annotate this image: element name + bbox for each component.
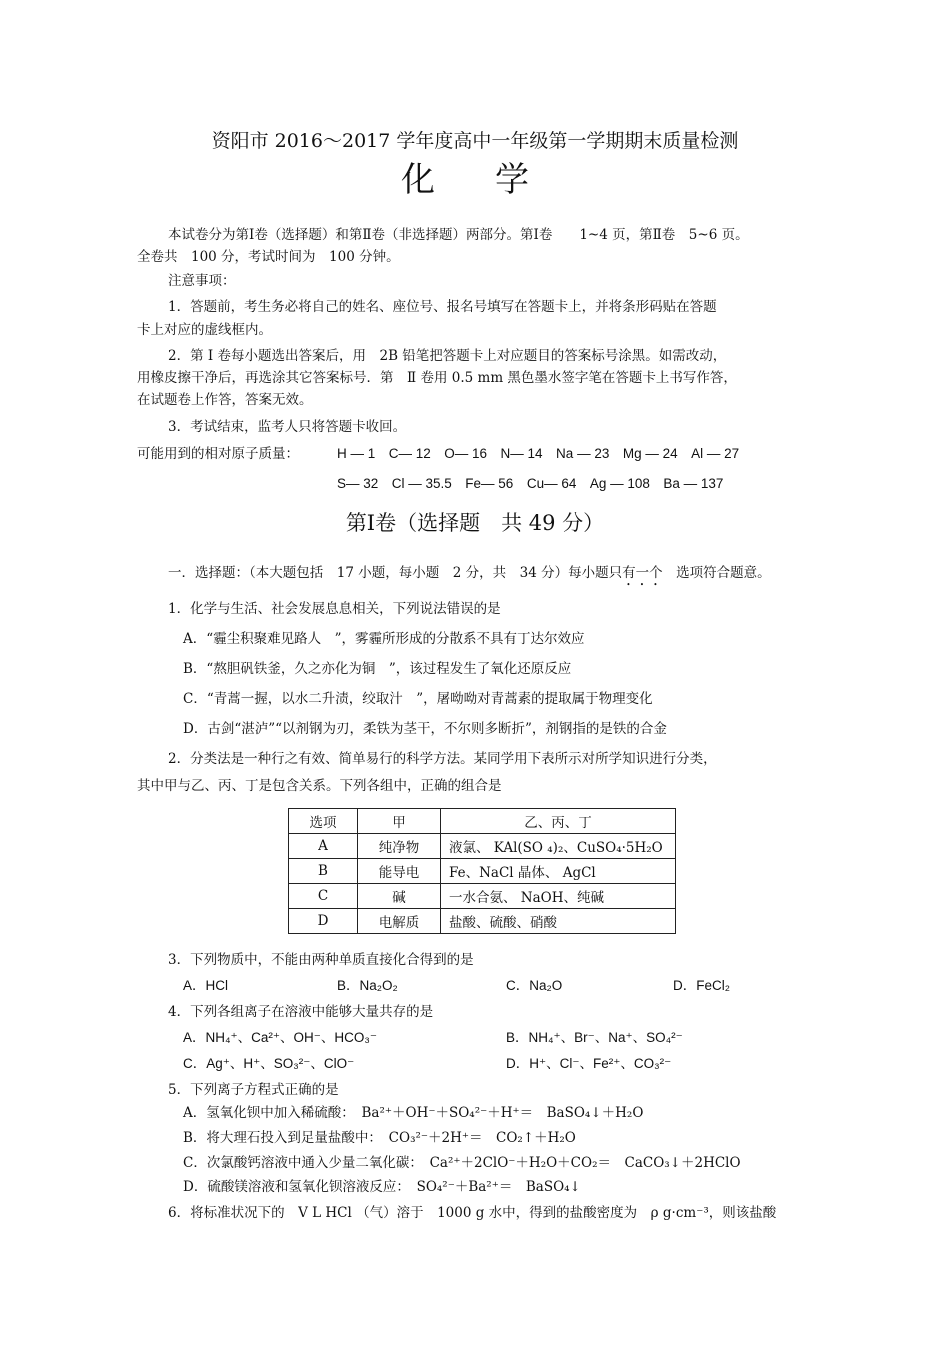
table-header-cell: 选项	[289, 809, 358, 834]
q4-option-d: D．H⁺、Cl⁻、Fe²⁺、CO₃²⁻	[506, 1056, 672, 1071]
table-header-cell: 乙、丙、丁	[441, 809, 676, 834]
table-cell: D	[289, 909, 358, 934]
q3-option-a: A．HCl	[183, 978, 229, 993]
table-header-cell: 甲	[358, 809, 441, 834]
q3-option-d: D．FeCl₂	[673, 978, 730, 993]
q3-option-c: C．Na₂O	[506, 978, 563, 993]
table-row	[289, 884, 676, 909]
notice-2a: 2．第 Ⅰ 卷每小题选出答案后，用 2B 铅笔把答题卡上对应题目的答案标号涂黑。如需改动，	[168, 348, 727, 364]
table-cell: 电解质	[358, 909, 441, 934]
q1-option-b: B．“熬胆矾铁釜，久之亦化为铜 ”，该过程发生了氧化还原反应	[183, 661, 572, 677]
q2-stem-a: 2．分类法是一种行之有效、简单易行的科学方法。某同学用下表所示对所学知识进行分类，	[168, 751, 717, 767]
notice-2b: 用橡皮擦干净后，再选涂其它答案标号．第 Ⅱ 卷用 0.5 mm 黑色墨水签字笔在答题卡上书写作答，	[137, 370, 737, 386]
table-header-row	[289, 809, 676, 834]
table-row	[289, 834, 676, 859]
section-1-instructions	[168, 564, 771, 589]
table-row	[289, 859, 676, 884]
q6-stem: 6．将标准状况下的 V L HCl （气）溶于 1000 g 水中，得到的盐酸密度为 ρ g·cm⁻³，则该盐酸	[168, 1205, 777, 1221]
table-cell: 盐酸、硫酸、硝酸	[441, 909, 676, 934]
q5-option-a: A．氢氧化钡中加入稀硫酸： Ba²⁺＋OH⁻＋SO₄²⁻＋H⁺＝ BaSO₄↓＋H₂O	[183, 1105, 644, 1121]
table-cell: 液氯、 KAl(SO ₄)₂、CuSO₄·5H₂O	[441, 834, 676, 859]
q3-stem: 3．下列物质中，不能由两种单质直接化合得到的是	[168, 952, 474, 968]
notice-1b: 卡上对应的虚线框内。	[137, 322, 272, 338]
q5-option-b: B．将大理石投入到足量盐酸中： CO₃²⁻＋2H⁺＝ CO₂↑＋H₂O	[183, 1130, 576, 1146]
table-cell: 纯净物	[358, 834, 441, 859]
q4-option-a: A．NH₄⁺、Ca²⁺、OH⁻、HCO₃⁻	[183, 1030, 378, 1045]
table-cell: Fe、NaCl 晶体、 AgCl	[441, 859, 676, 884]
atomic-mass-label: 可能用到的相对原子质量：	[137, 446, 299, 462]
exam-title: 资阳市 2016～2017 学年度高中一年级第一学期期末质量检测	[211, 130, 739, 152]
q5-option-c: C．次氯酸钙溶液中通入少量二氧化碳： Ca²⁺＋2ClO⁻＋H₂O＋CO₂＝ CaCO₃↓＋2HClO	[183, 1155, 741, 1171]
table-cell: 一水合氨、 NaOH、纯碱	[441, 884, 676, 909]
notice-3: 3．考试结束，监考人只将答题卡收回。	[168, 419, 407, 435]
atomic-mass-line-1: H — 1 C— 12 O— 16 N— 14 Na — 23 Mg — 24 Al — 27	[337, 446, 740, 461]
intro-line-1: 本试卷分为第Ⅰ卷（选择题）和第Ⅱ卷（非选择题）两部分。第Ⅰ卷 1~4 页，第Ⅱ卷 5~6 页。	[168, 227, 749, 243]
q5-stem: 5．下列离子方程式正确的是	[168, 1082, 339, 1098]
q3-option-b: B．Na₂O₂	[337, 978, 398, 993]
section-1-title: 第Ⅰ卷（选择题 共 49 分）	[345, 511, 605, 535]
intro-line-2: 全卷共 100 分，考试时间为 100 分钟。	[137, 249, 400, 265]
q1-option-a: A．“霾尘积聚难见路人 ”，雾霾所形成的分散系不具有丁达尔效应	[183, 631, 585, 647]
q1-stem: 1．化学与生活、社会发展息息相关，下列说法错误的是	[168, 601, 501, 617]
instr-part-a: 一．选择题：（本大题包括 17 小题，每小题 2 分，共 34 分）每小题只	[168, 565, 623, 581]
q4-option-b: B．NH₄⁺、Br⁻、Na⁺、SO₄²⁻	[506, 1030, 683, 1045]
atomic-mass-line-2: S— 32 Cl — 35.5 Fe— 56 Cu— 64 Ag — 108 Ba — 137	[337, 476, 724, 491]
q4-stem: 4．下列各组离子在溶液中能够大量共存的是	[168, 1004, 434, 1020]
q4-option-c: C．Ag⁺、H⁺、SO₃²⁻、ClO⁻	[183, 1056, 355, 1071]
q2-stem-b: 其中甲与乙、丙、丁是包含关系。下列各组中，正确的组合是	[137, 778, 502, 794]
table-cell: B	[289, 859, 358, 884]
table-cell: C	[289, 884, 358, 909]
table-cell: 碱	[358, 884, 441, 909]
table-cell: 能导电	[358, 859, 441, 884]
notice-label: 注意事项：	[168, 273, 236, 289]
notice-2c: 在试题卷上作答，答案无效。	[137, 392, 313, 408]
notice-1a: 1．答题前，考生务必将自己的姓名、座位号、报名号填写在答题卡上，并将条形码贴在答题	[168, 299, 717, 315]
table-cell: A	[289, 834, 358, 859]
q1-option-d: D．古剑“湛泸”“以剂钢为刃，柔铁为茎干，不尔则多断折”，剂钢指的是铁的合金	[183, 721, 667, 737]
table-row	[289, 909, 676, 934]
q5-option-d: D．硫酸镁溶液和氢氧化钡溶液反应： SO₄²⁻＋Ba²⁺＝ BaSO₄↓	[183, 1179, 581, 1195]
classification-table	[288, 808, 676, 934]
q1-option-c: C．“青蒿一握，以水二升渍，绞取汁 ”，屠呦呦对青蒿素的提取属于物理变化	[183, 691, 653, 707]
instr-part-b: 选项符合题意。	[662, 565, 771, 581]
instr-emphasis: 有一个	[622, 565, 663, 581]
exam-subject: 化学	[401, 160, 589, 200]
